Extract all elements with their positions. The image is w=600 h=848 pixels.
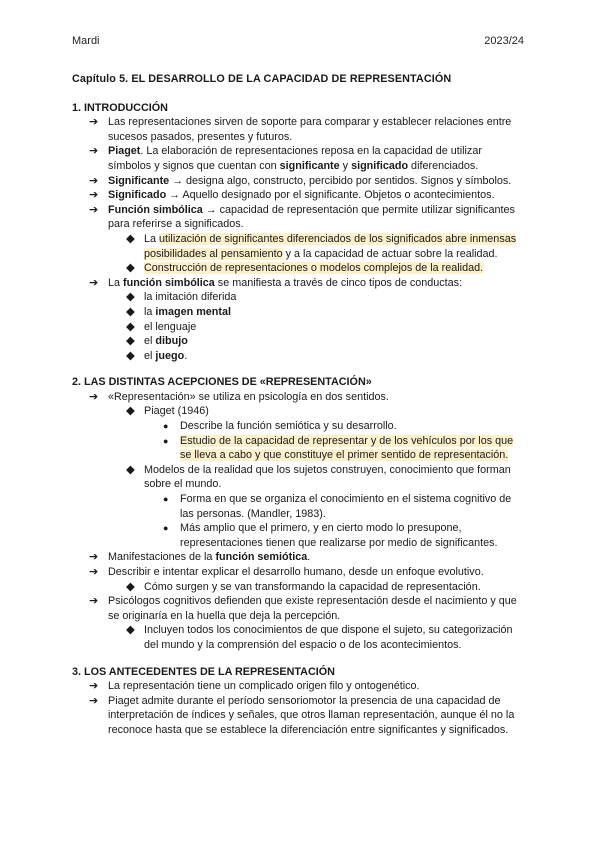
section-heading: 2. LAS DISTINTAS ACEPCIONES DE «REPRESENTACIÓN» bbox=[72, 376, 372, 389]
list-item: ➔ Las representaciones sirven de soporte para comparar y establecer relaciones entre sucesos pasados, presentes y futuros. bbox=[89, 116, 512, 143]
list-item: ➔ Función simbólica → capacidad de representación que permite utilizar significantes para referirse a significados. bbox=[89, 203, 515, 231]
list-item: ◆ Piaget (1946) bbox=[126, 405, 209, 418]
dot-bullet-icon: ● bbox=[163, 494, 169, 505]
list-item: ● Forma en que se organiza el conocimiento en el sistema cognitivo de las personas. (Mandler, 1983). bbox=[163, 493, 512, 520]
list-item: ◆ el juego. bbox=[126, 349, 188, 362]
diamond-bullet-icon: ◆ bbox=[126, 320, 135, 333]
section-heading: 3. LOS ANTECEDENTES DE LA REPRESENTACIÓN bbox=[72, 665, 335, 678]
dot-bullet-icon: ● bbox=[163, 523, 169, 534]
highlight: Construcción de representaciones o modelos complejos de la realidad. bbox=[144, 262, 484, 275]
diamond-bullet-icon: ◆ bbox=[126, 305, 135, 318]
list-item: ➔ Significante → designa algo, constructo, percibido por sentidos. Signos y símbolos. bbox=[89, 174, 512, 187]
list-item bbox=[72, 434, 527, 463]
list-item: ➔ Piaget. La elaboración de representaciones reposa en la capacidad de utilizar símbolos y signos que cuentan con significante y significado diferenciados. bbox=[89, 145, 482, 172]
list-item: ➔ Psicólogos cognitivos defienden que existe representación desde el nacimiento y que se originaría en la huella que deja la percepción. bbox=[89, 595, 517, 622]
list-item: ◆ La utilización de significantes diferenciados de los significados abre inmensas posibilidades al pensamiento y a la capacidad de actuar sobre la realidad. bbox=[126, 232, 517, 260]
list-item: ◆ el lenguaje bbox=[126, 320, 197, 333]
arrow-bullet-icon: ➔ bbox=[89, 694, 99, 707]
arrow-bullet-icon: ➔ bbox=[89, 189, 99, 202]
list-item: ● Más amplio que el primero, y en cierto modo lo presupone, representaciones tienen que realizarse por medio de significantes. bbox=[163, 522, 498, 549]
list-item: ➔ Piaget admite durante el período sensoriomotor la presencia de una capacidad de interpretación de índices y señales, que otros llaman representación, aunque él no la reconoce hasta que se establece la diferenciación entre significantes y significados. bbox=[89, 694, 515, 736]
list-item: ➔ «Representación» se utiliza en psicología en dos sentidos. bbox=[89, 390, 389, 403]
list-item: ● Describe la función semiótica y su desarrollo. bbox=[163, 420, 397, 433]
dot-bullet-icon: ● bbox=[163, 435, 169, 446]
list-item: ➔ La representación tiene un complicado origen filo y ontogenético. bbox=[89, 680, 420, 693]
arrow-bullet-icon: ➔ bbox=[89, 116, 99, 129]
chapter-title: Capítulo 5. EL DESARROLLO DE LA CAPACIDAD DE REPRESENTACIÓN bbox=[72, 73, 452, 85]
diamond-bullet-icon: ◆ bbox=[126, 463, 135, 476]
arrow-bullet-icon: ➔ bbox=[89, 203, 99, 216]
diamond-bullet-icon: ◆ bbox=[126, 262, 135, 275]
diamond-bullet-icon: ◆ bbox=[126, 580, 135, 593]
arrow-bullet-icon: ➔ bbox=[89, 551, 99, 564]
list-item: ◆ la imitación diferida bbox=[126, 291, 237, 304]
arrow-bullet-icon: ➔ bbox=[89, 680, 99, 693]
diamond-bullet-icon: ◆ bbox=[126, 349, 135, 362]
list-item: ◆ la imagen mental bbox=[126, 305, 232, 318]
document-body bbox=[72, 72, 527, 738]
highlight: utilización de significantes diferenciados de los significados abre inmensas posibilidades al pensamiento bbox=[144, 232, 517, 260]
diamond-bullet-icon: ◆ bbox=[126, 405, 135, 418]
section-heading: 1. INTRODUCCIÓN bbox=[72, 101, 168, 114]
arrow-bullet-icon: ➔ bbox=[89, 595, 99, 608]
list-item: ➔ La función simbólica se manifiesta a través de cinco tipos de conductas: bbox=[89, 276, 463, 289]
arrow-bullet-icon: ➔ bbox=[89, 276, 99, 289]
list-item: ➔ Describir e intentar explicar el desarrollo humano, desde un enfoque evolutivo. bbox=[89, 566, 484, 578]
list-item: ➔ Manifestaciones de la función semiótica. bbox=[89, 551, 311, 564]
diamond-bullet-icon: ◆ bbox=[126, 291, 135, 304]
list-item: ◆ el dibujo bbox=[126, 335, 188, 348]
diamond-bullet-icon: ◆ bbox=[126, 232, 135, 245]
arrow-bullet-icon: ➔ bbox=[89, 390, 99, 403]
arrow-bullet-icon: ➔ bbox=[89, 174, 99, 187]
list-item: ➔ Significado → Aquello designado por el significante. Objetos o acontecimientos. bbox=[89, 189, 495, 202]
highlight: Estudio de la capacidad de representar y de los vehículos por los que se lleva a cabo y que constituye el primer sentido de representación. bbox=[180, 434, 514, 462]
diamond-bullet-icon: ◆ bbox=[126, 624, 135, 637]
arrow-bullet-icon: ➔ bbox=[89, 145, 99, 158]
arrow-bullet-icon: ➔ bbox=[89, 566, 99, 578]
header-left: Mardi bbox=[72, 35, 100, 47]
list-item: ◆ Incluyen todos los conocimientos de que dispone el sujeto, su categorización del mundo y la comprensión del espacio o de los acontecimientos. bbox=[126, 624, 513, 651]
dot-bullet-icon: ● bbox=[163, 421, 169, 432]
list-item: ◆ Modelos de la realidad que los sujetos construyen, conocimiento que forman sobre el mundo. bbox=[126, 463, 511, 491]
list-item: ◆ Cómo surgen y se van transformando la capacidad de representación. bbox=[126, 580, 481, 593]
diamond-bullet-icon: ◆ bbox=[126, 335, 135, 348]
header-right: 2023/24 bbox=[484, 35, 524, 47]
list-item bbox=[72, 261, 527, 276]
